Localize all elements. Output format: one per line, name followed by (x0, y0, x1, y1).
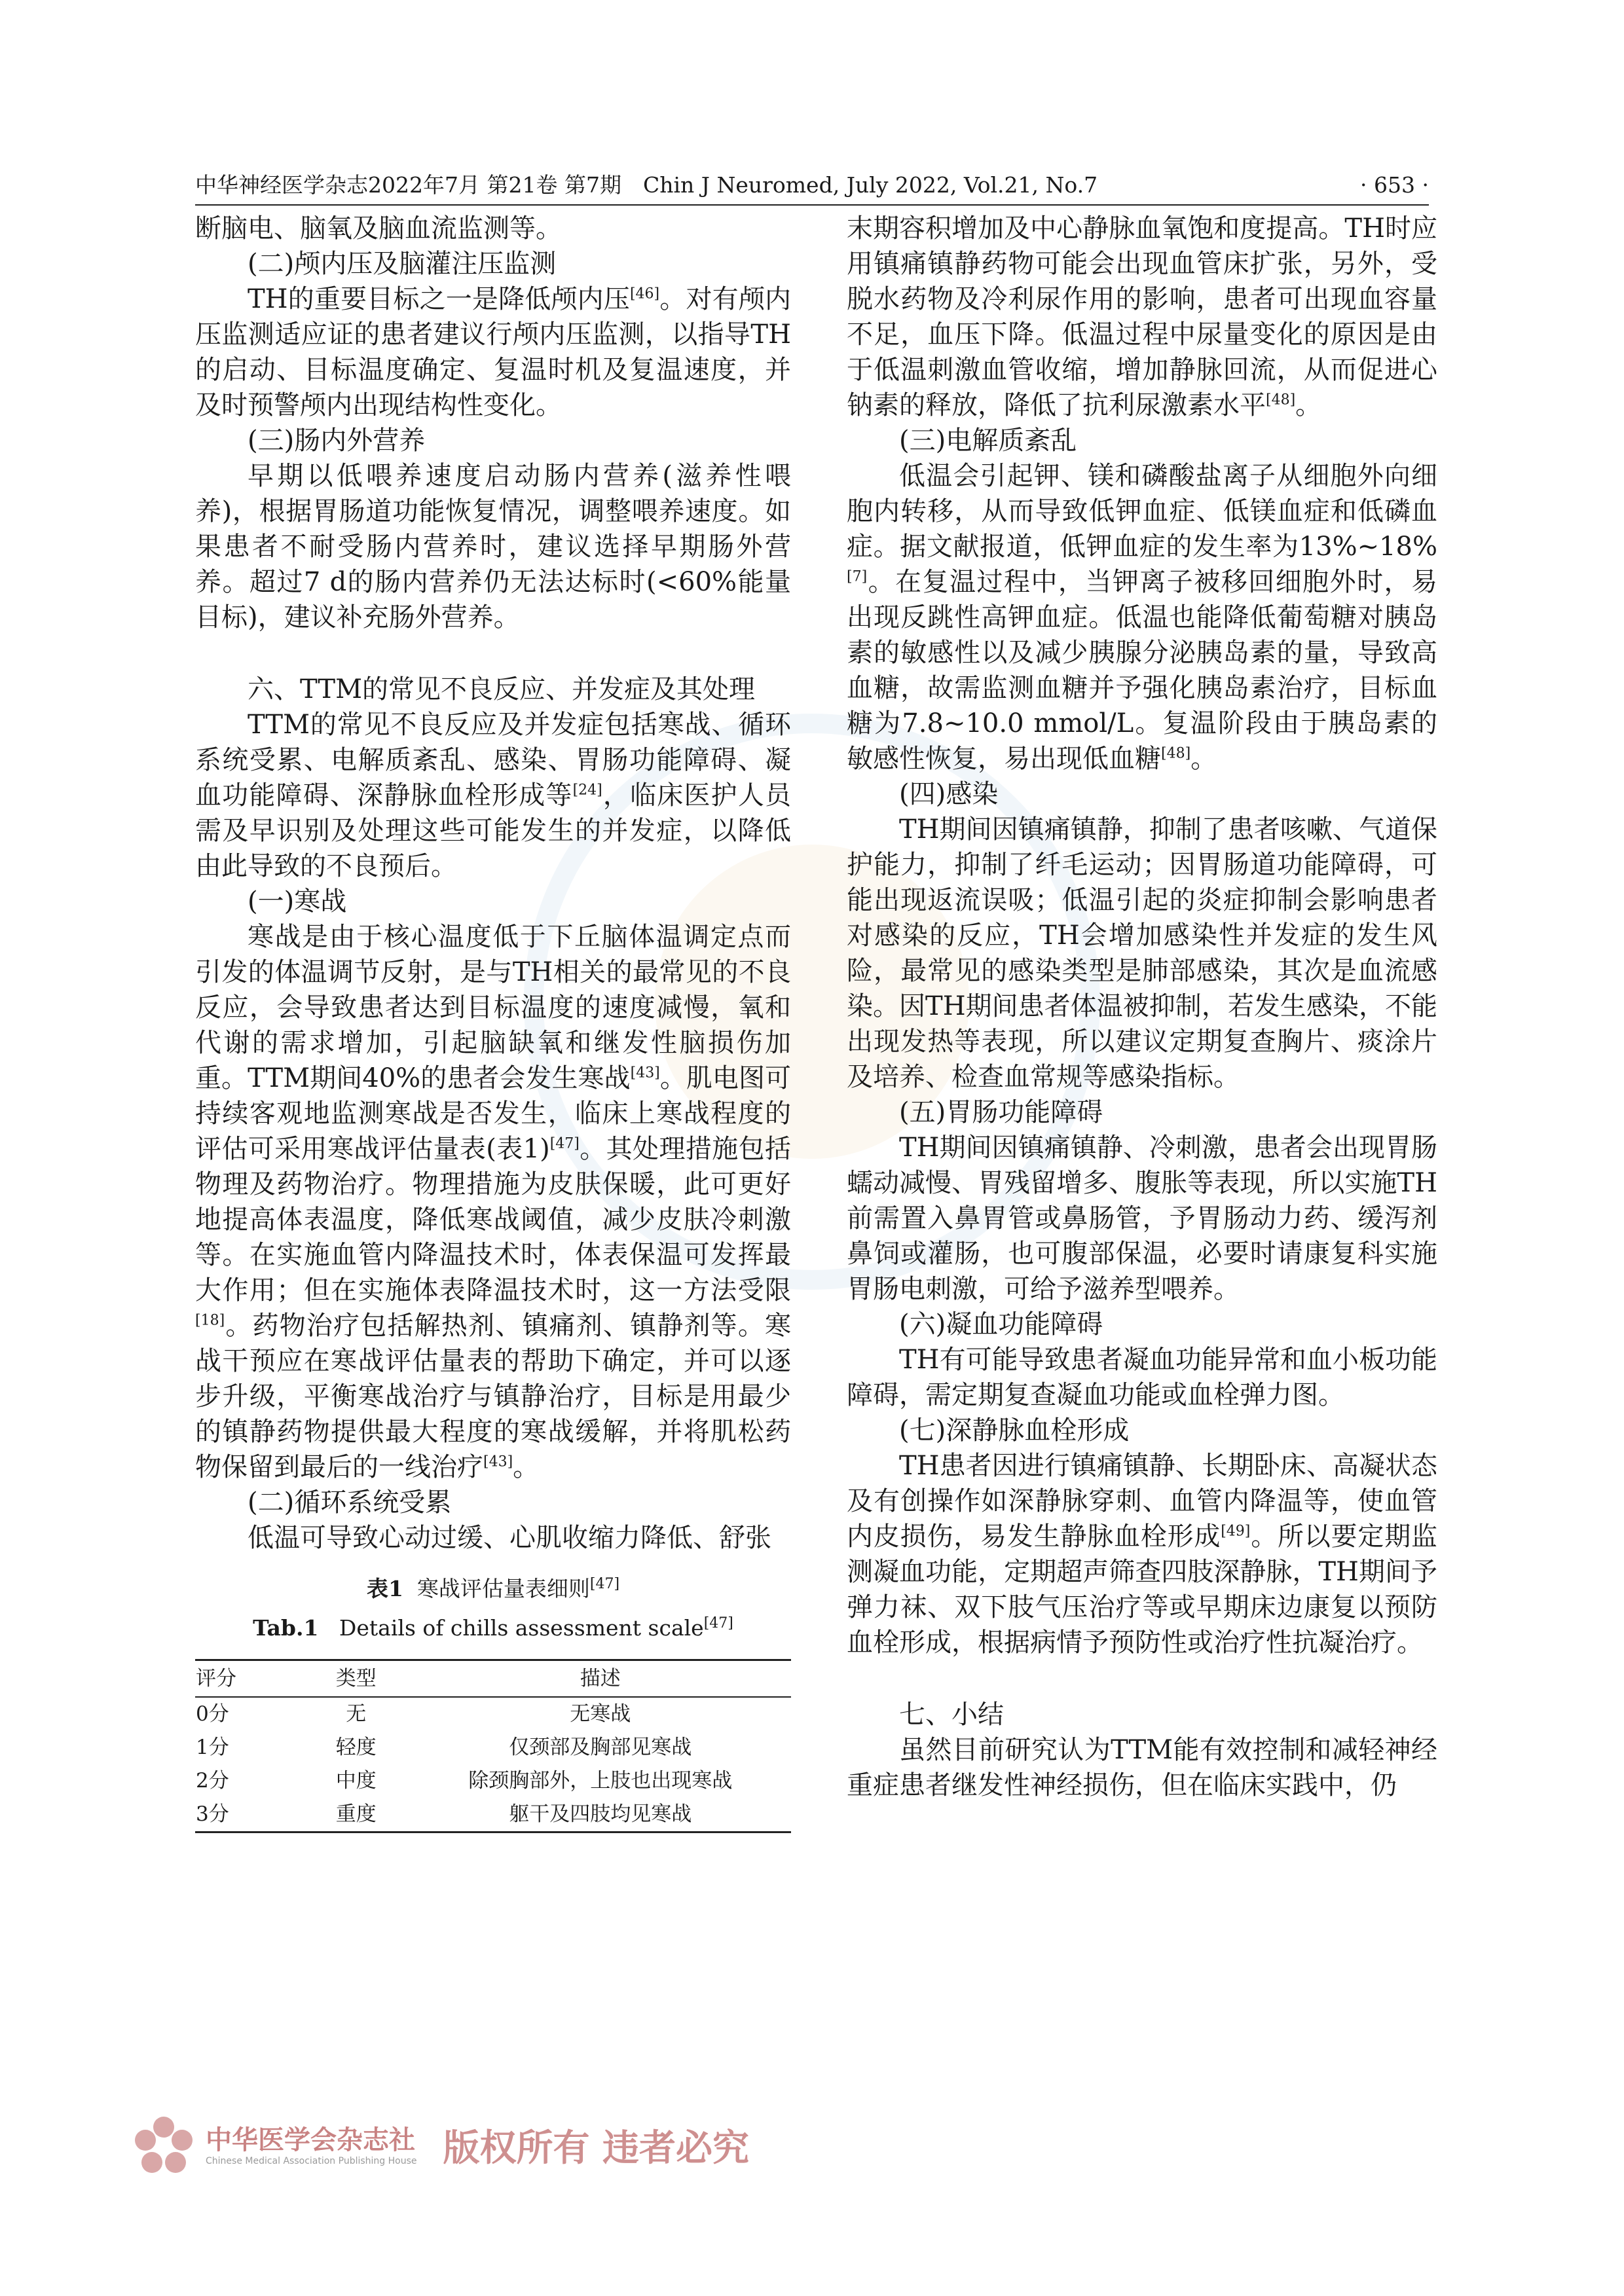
heading-dvt: (七)深静脉血栓形成 (899, 1415, 1130, 1446)
citation: [24] (572, 782, 602, 799)
heading-circulation: (二)循环系统受累 (248, 1487, 452, 1518)
paragraph-nutrition: 早期以低喂养速度启动肠内营养(滋养性喂养)，根据胃肠道功能恢复情况，调整喂养速度。如果患者不耐受肠内营养时，建议选择早期肠外营养。超过7 d的肠内营养仍无法达标时(<60%能量目标)，建议补充肠外营养。 (195, 461, 791, 632)
paragraph-circulation-cont: 末期容积增加及中心静脉血氧饱和度提高。TH时应用镇痛镇静药物可能会出现血管床扩张，另外，受脱水药物及冷利尿作用的影响，患者可出现血容量不足，血压下降。低温过程中尿量变化的原因是由于低温刺激血管收缩，增加静脉回流，从而促进心钠素的释放，降低了抗利尿激素水平[48]。 (847, 213, 1437, 420)
table-row (195, 1798, 791, 1832)
publisher-logo-icon (131, 2113, 196, 2178)
column-header: 评分 (196, 1667, 236, 1690)
paragraph-shivering: 寒战是由于核心温度低于下丘脑体温调定点而引发的体温调节反射，是与TH相关的最常见的不良反应，会导致患者达到目标温度的速度减慢，氧和代谢的需求增加，引起脑缺氧和继发性脑损伤加重。TTM期间40%的患者会发生寒战[43]。肌电图可持续客观地监测寒战是否发生，临床上寒战程度的评估可采用寒战评估量表(表1)[47]。其处理措施包括物理及药物治疗。物理措施为皮肤保暖，此可更好地提高体表温度，降低寒战阈值，减少皮肤冷刺激等。在实施血管内降温技术时，体表保温可发挥最大作用；但在实施体表降温技术时，这一方法受限[18]。药物治疗包括解热剂、镇痛剂、镇静剂等。寒战干预应在寒战评估量表的帮助下确定，并可以逐步升级，平衡寒战治疗与镇静治疗，目标是用最少的镇静药物提供最大程度的寒战缓解，并将肌松药物保留到最后的一线治疗[43]。 (195, 922, 792, 1482)
citation: [43] (483, 1453, 513, 1470)
chills-scale-table (195, 1659, 791, 1833)
table-cell: 0分 (196, 1702, 229, 1726)
table-cell: 3分 (196, 1802, 229, 1826)
paragraph-summary: 虽然目前研究认为TTM能有效控制和减轻神经重症患者继发性神经损伤，但在临床实践中，仍 (847, 1735, 1437, 1800)
heading-shivering: (一)寒战 (248, 886, 347, 917)
page-number: · 653 · (1360, 172, 1429, 198)
heading-section-6: 六、TTM的常见不良反应、并发症及其处理 (248, 674, 756, 704)
left-column (195, 211, 791, 1833)
table-cell: 躯干及四肢均见寒战 (509, 1802, 692, 1826)
running-header (195, 169, 1429, 202)
citation: [48] (1161, 745, 1191, 762)
paragraph-eeg: 断脑电、脑氧及脑血流监测等。 (195, 213, 562, 244)
table-cell: 重度 (335, 1802, 377, 1826)
paragraph-icp: TH的重要目标之一是降低颅内压[46]。对有颅内压监测适应证的患者建议行颅内压监测，以指导TH的启动、目标温度确定、复温时机及复温速度，并及时预警颅内出现结构性变化。 (195, 284, 791, 420)
publisher-name-cn: 中华医学会杂志社 (206, 2124, 415, 2155)
right-column (847, 211, 1437, 1803)
table-cell: 2分 (196, 1769, 229, 1793)
paragraph-dvt: TH患者因进行镇痛镇静、长期卧床、高凝状态及有创操作如深静脉穿刺、血管内降温等，使血管内皮损伤，易发生静脉血栓形成[49]。所以要定期监测凝血功能，定期超声筛查四肢深静脉，TH期间予弹力袜、双下肢气压治疗等或早期床边康复以预防血栓形成，根据病情予预防性或治疗性抗凝治疗。 (847, 1451, 1437, 1658)
table-row (195, 1731, 791, 1764)
paragraph-coagulation: TH有可能导致患者凝血功能异常和血小板功能障碍，需定期复查凝血功能或血栓弹力图。 (847, 1345, 1437, 1410)
table-1 (195, 1573, 791, 1833)
paragraph-circulation: 低温可导致心动过缓、心肌收缩力降低、舒张 (248, 1523, 771, 1553)
table-caption-cn: 表1 寒战评估量表细则[47] (366, 1576, 620, 1601)
paragraph-infection: TH期间因镇痛镇静，抑制了患者咳嗽、气道保护能力，抑制了纤毛运动；因胃肠道功能障碍，可能出现返流误吸；低温引起的炎症抑制会影响患者对感染的反应，TH会增加感染性并发症的发生风险，最常见的感染类型是肺部感染，其次是血流感染。因TH期间患者体温被抑制，若发生感染，不能出现发热等表现，所以建议定期复查胸片、痰涂片及培养、检查血常规等感染指标。 (847, 814, 1437, 1092)
paragraph-gi: TH期间因镇痛镇静、冷刺激，患者会出现胃肠蠕动减慢、胃残留增多、腹胀等表现，所以实施TH前需置入鼻胃管或鼻肠管，予胃肠动力药、缓泻剂鼻饲或灌肠，也可腹部保温，必要时请康复科实施胃肠电刺激，可给予滋养型喂养。 (847, 1133, 1437, 1304)
citation: [7] (847, 568, 868, 585)
table-cell: 1分 (196, 1736, 229, 1759)
table-row (195, 1764, 791, 1798)
heading-gi: (五)胃肠功能障碍 (899, 1097, 1103, 1127)
citation: [18] (195, 1312, 225, 1329)
table-cell: 无 (346, 1702, 367, 1726)
heading-infection: (四)感染 (899, 779, 999, 809)
heading-icp: (二)颅内压及脑灌注压监测 (248, 249, 557, 279)
column-header: 类型 (335, 1667, 377, 1690)
publisher-name (206, 2124, 417, 2166)
citation: [47] (549, 1135, 580, 1152)
table-cell: 除颈胸部外，上肢也出现寒战 (468, 1769, 733, 1793)
table-caption-en: Tab.1 Details of chills assessment scale[47] (253, 1615, 733, 1641)
column-header: 描述 (580, 1667, 621, 1690)
heading-coagulation: (六)凝血功能障碍 (899, 1309, 1103, 1339)
paragraph-section-6: TTM的常见不良反应及并发症包括寒战、循环系统受累、电解质紊乱、感染、胃肠功能障碍、凝血功能障碍、深静脉血栓形成等[24]，临床医护人员需及早识别及处理这些可能发生的并发症，以降低由此导致的不良预后。 (195, 710, 792, 881)
header-rule (195, 204, 1429, 206)
table-cell: 仅颈部及胸部见寒战 (509, 1736, 692, 1759)
heading-nutrition: (三)肠内外营养 (248, 426, 426, 456)
table-header-row (195, 1660, 791, 1698)
heading-electrolyte: (三)电解质紊乱 (899, 426, 1077, 456)
table-cell: 轻度 (335, 1736, 377, 1759)
copyright-notice: 版权所有 违者必究 (443, 2127, 750, 2170)
table-row (195, 1697, 791, 1731)
citation: [49] (1221, 1523, 1251, 1540)
paragraph-electrolyte: 低温会引起钾、镁和磷酸盐离子从细胞外向细胞内转移，从而导致低钾血症、低镁血症和低磷血症。据文献报道，低钾血症的发生率为13%~18%[7]。在复温过程中，当钾离子被移回细胞外时，易出现反跳性高钾血症。低温也能降低葡萄糖对胰岛素的敏感性以及减少胰腺分泌胰岛素的量，导致高血糖，故需监测血糖并予强化胰岛素治疗，目标血糖为7.8~10.0 mmol/L。复温阶段由于胰岛素的敏感性恢复，易出现低血糖[48]。 (847, 461, 1437, 774)
publisher-name-en: Chinese Medical Association Publishing House (206, 2156, 417, 2166)
table-cell: 中度 (335, 1769, 377, 1793)
citation: [46] (629, 285, 660, 302)
table-cell: 无寒战 (570, 1702, 631, 1726)
citation: [48] (1266, 392, 1296, 409)
citation: [43] (630, 1065, 660, 1082)
publisher-stamp (131, 2109, 786, 2181)
journal-citation: 中华神经医学杂志2022年7月 第21卷 第7期 Chin J Neuromed, July 2022, Vol.21, No.7 (195, 172, 1098, 198)
heading-section-7: 七、小结 (899, 1700, 1004, 1730)
